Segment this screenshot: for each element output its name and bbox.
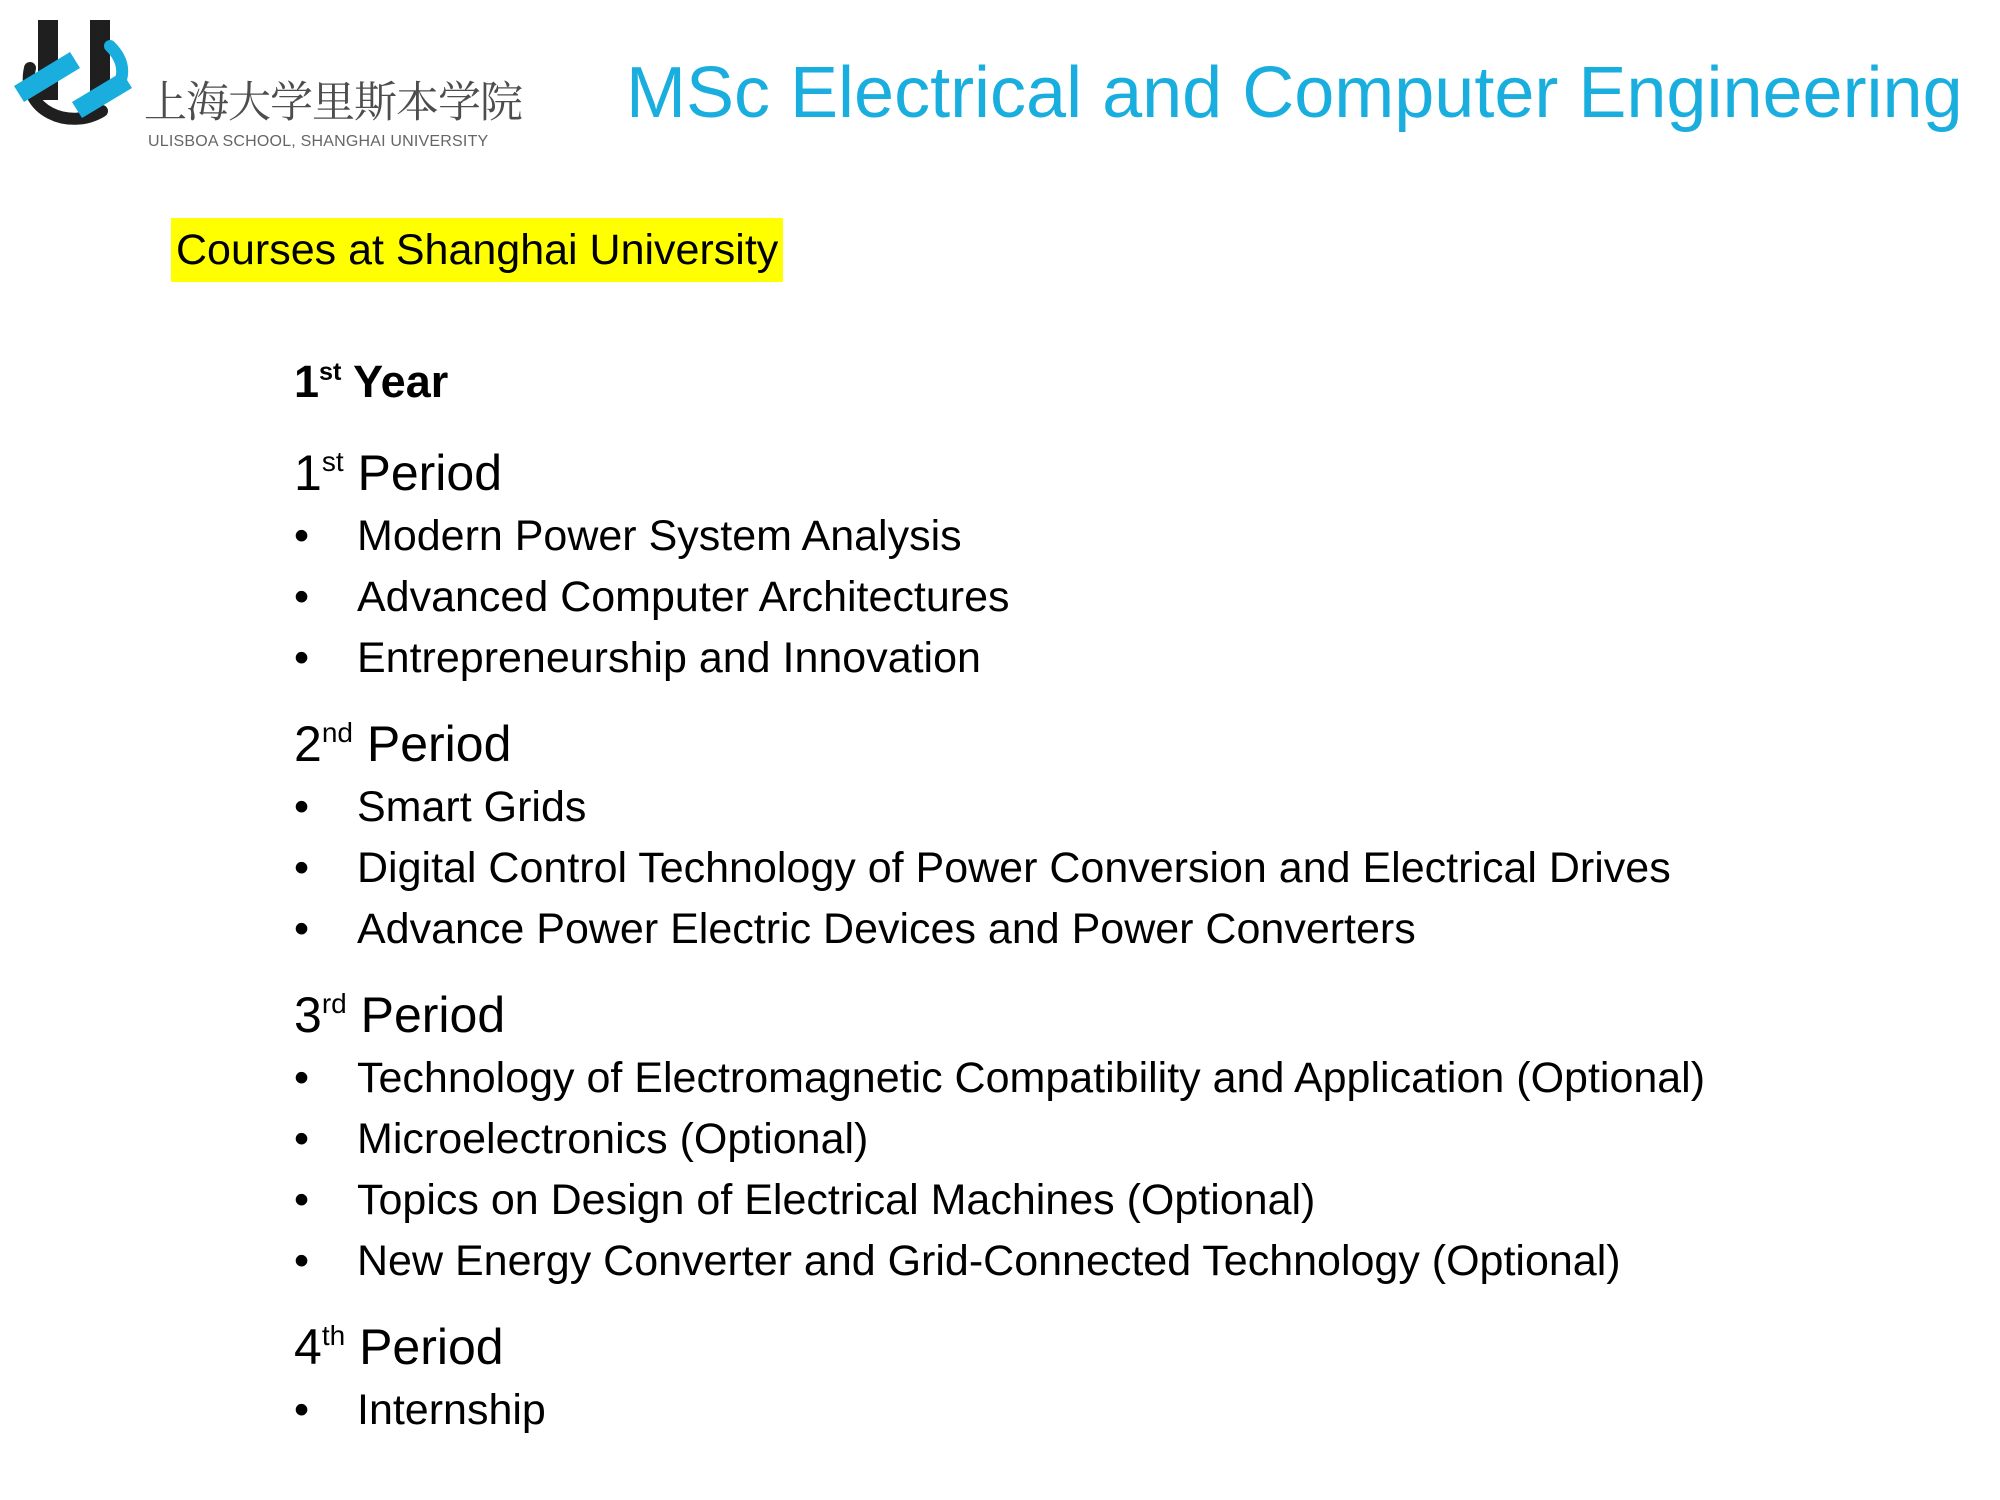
period-suffix: st <box>321 445 344 477</box>
list-item <box>294 1048 1954 1109</box>
bullet-icon: • <box>294 1237 310 1285</box>
bullet-icon: • <box>294 905 310 953</box>
logo-chinese-name: 上海大学里斯本学院 <box>144 78 522 128</box>
list-item <box>294 628 1954 689</box>
section-label: Courses at Shanghai University <box>171 218 783 282</box>
list-item <box>294 838 1954 899</box>
period-suffix: nd <box>321 716 353 748</box>
period-number: 2 <box>294 716 322 772</box>
course-name: Topics on Design of Electrical Machines (Optional) <box>357 1176 1316 1224</box>
bullet-icon: • <box>294 844 310 892</box>
period-1 <box>294 440 1954 689</box>
period-suffix: th <box>321 1319 346 1351</box>
course-name: Smart Grids <box>357 783 587 831</box>
course-list <box>294 352 1954 1463</box>
bullet-icon: • <box>294 634 310 682</box>
page-title: MSc Electrical and Computer Engineering <box>626 53 1963 133</box>
bullet-icon: • <box>294 1115 310 1163</box>
logo-english-name: ULISBOA SCHOOL, SHANGHAI UNIVERSITY <box>148 133 489 150</box>
period-3 <box>294 982 1954 1292</box>
course-name: Advanced Computer Architectures <box>357 573 1010 621</box>
list-item <box>294 777 1954 838</box>
course-name: Entrepreneurship and Innovation <box>357 634 981 682</box>
period-2 <box>294 711 1954 960</box>
list-item <box>294 567 1954 628</box>
list-item <box>294 1109 1954 1170</box>
period-heading <box>294 1314 1954 1380</box>
period-number: 1 <box>294 445 322 501</box>
bullet-icon: • <box>294 1054 310 1102</box>
list-item <box>294 1170 1954 1231</box>
list-item <box>294 1231 1954 1292</box>
course-name: Modern Power System Analysis <box>357 512 962 560</box>
period-label: Period <box>366 716 512 772</box>
course-name: Microelectronics (Optional) <box>357 1115 869 1163</box>
year-heading <box>294 352 1954 412</box>
list-item <box>294 506 1954 567</box>
course-name: Technology of Electromagnetic Compatibility and Application (Optional) <box>357 1054 1706 1102</box>
year-label: Year <box>353 356 449 407</box>
course-name: Advance Power Electric Devices and Power Converters <box>357 905 1416 953</box>
period-number: 3 <box>294 987 322 1043</box>
list-item <box>294 1380 1954 1441</box>
period-suffix: rd <box>321 987 347 1019</box>
course-name: New Energy Converter and Grid-Connected Technology (Optional) <box>357 1237 1621 1285</box>
period-number: 4 <box>294 1319 322 1375</box>
year-number: 1 <box>294 356 320 407</box>
bullet-icon: • <box>294 783 310 831</box>
course-name: Internship <box>357 1386 546 1434</box>
logo-emblem-icon <box>10 16 140 136</box>
bullet-icon: • <box>294 1176 310 1224</box>
period-label: Period <box>357 445 503 501</box>
bullet-icon: • <box>294 573 310 621</box>
period-4 <box>294 1314 1954 1441</box>
period-heading <box>294 440 1954 506</box>
course-name: Digital Control Technology of Power Conversion and Electrical Drives <box>357 844 1671 892</box>
university-logo <box>10 16 522 150</box>
bullet-icon: • <box>294 512 310 560</box>
period-heading <box>294 711 1954 777</box>
year-suffix: st <box>319 357 342 386</box>
list-item <box>294 899 1954 960</box>
period-label: Period <box>360 987 506 1043</box>
bullet-icon: • <box>294 1386 310 1434</box>
period-heading <box>294 982 1954 1048</box>
period-label: Period <box>359 1319 504 1375</box>
